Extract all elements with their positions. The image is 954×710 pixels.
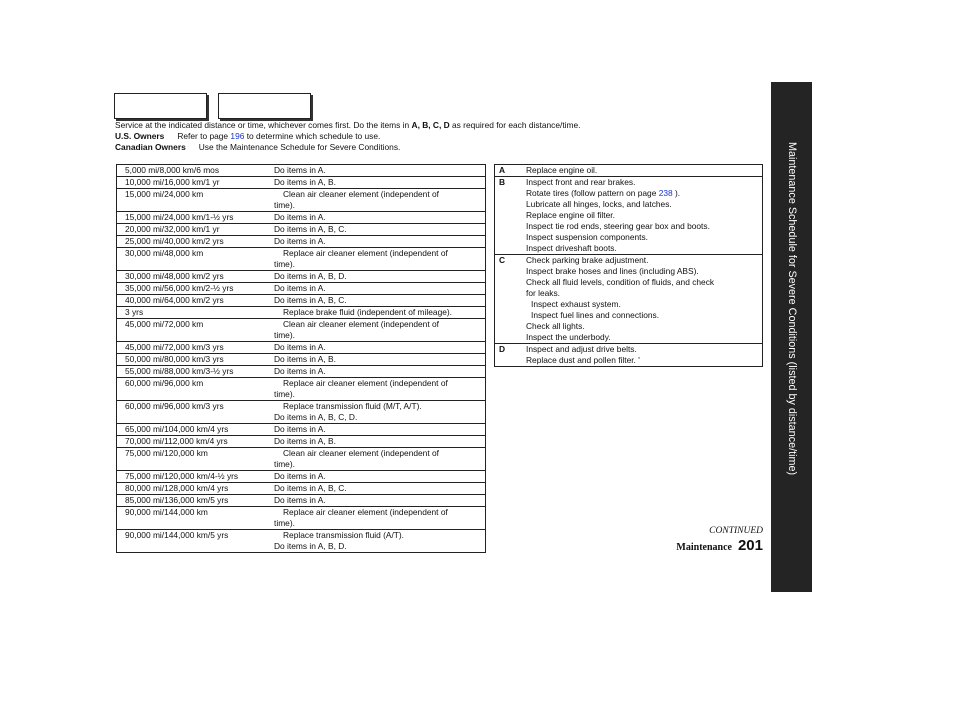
task-text-after: ). <box>672 188 681 198</box>
task-text <box>526 221 762 232</box>
action-cell <box>274 354 486 366</box>
action-text: time). <box>274 459 295 469</box>
action-text: Do items in A. <box>274 283 326 293</box>
continued-label: CONTINUED <box>709 526 763 536</box>
interval-cell: 90,000 mi/144,000 km <box>117 507 275 530</box>
task-text <box>526 344 762 355</box>
schedule-row <box>117 354 486 366</box>
item-key: B <box>495 177 527 255</box>
interval-cell: 25,000 mi/40,000 km/2 yrs <box>117 236 275 248</box>
action-cell <box>274 319 486 342</box>
action-cell <box>274 236 486 248</box>
task-text-main: Check parking brake adjustment. <box>526 255 649 265</box>
action-text: Do items in A. <box>274 212 326 222</box>
canadian-owners-label: Canadian Owners <box>115 142 186 152</box>
action-text: Do items in A. <box>274 165 326 175</box>
action-text: Do items in A, B, C. <box>274 483 347 493</box>
task-text-after: ' <box>635 355 640 365</box>
action-text: Do items in A, B. <box>274 177 336 187</box>
item-key: D <box>495 344 527 367</box>
action-text: Do items in A, B, D. <box>274 541 347 551</box>
task-text-main: Replace engine oil filter. <box>526 210 615 220</box>
task-text-main: Inspect the underbody. <box>526 332 611 342</box>
action-cell <box>274 483 486 495</box>
task-text <box>526 232 762 243</box>
us-owners-text-post: to determine which schedule to use. <box>244 131 381 141</box>
us-owners-label: U.S. Owners <box>115 131 165 141</box>
intro-items-bold: A, B, C, D <box>411 120 450 130</box>
item-tasks <box>526 255 763 344</box>
item-tasks <box>526 165 763 177</box>
task-text-main: Check all lights. <box>526 321 585 331</box>
interval-cell: 55,000 mi/88,000 km/3-½ yrs <box>117 366 275 378</box>
action-text: Clean air cleaner element (independent of <box>283 189 439 199</box>
interval-cell: 50,000 mi/80,000 km/3 yrs <box>117 354 275 366</box>
task-text-main: Inspect front and rear brakes. <box>526 177 636 187</box>
schedule-row <box>117 366 486 378</box>
action-text: time). <box>274 330 295 340</box>
action-cell <box>274 424 486 436</box>
action-cell <box>274 342 486 354</box>
item-group-row <box>495 165 763 177</box>
interval-cell: 65,000 mi/104,000 km/4 yrs <box>117 424 275 436</box>
action-cell <box>274 448 486 471</box>
task-text-main: Inspect exhaust system. <box>531 299 621 309</box>
action-text: Do items in A. <box>274 236 326 246</box>
action-text: Do items in A. <box>274 366 326 376</box>
action-text: Do items in A. <box>274 342 326 352</box>
intro-text-post: as required for each distance/time. <box>449 120 581 130</box>
us-owners-text-pre: Refer to page <box>177 131 231 141</box>
section-name: Maintenance <box>676 542 732 553</box>
interval-cell: 60,000 mi/96,000 km <box>117 378 275 401</box>
schedule-row <box>117 307 486 319</box>
task-text <box>526 310 762 321</box>
schedule-row <box>117 448 486 471</box>
action-text: Do items in A, B. <box>274 436 336 446</box>
action-cell <box>274 295 486 307</box>
action-text: Replace brake fluid (independent of mileage). <box>283 307 453 317</box>
action-text: Do items in A. <box>274 495 326 505</box>
action-cell <box>274 495 486 507</box>
interval-cell: 45,000 mi/72,000 km <box>117 319 275 342</box>
item-key: C <box>495 255 527 344</box>
schedule-row <box>117 483 486 495</box>
interval-cell: 45,000 mi/72,000 km/3 yrs <box>117 342 275 354</box>
interval-cell: 75,000 mi/120,000 km <box>117 448 275 471</box>
canadian-owners-line <box>115 142 580 153</box>
schedule-row <box>117 319 486 342</box>
schedule-row <box>117 424 486 436</box>
task-text <box>526 288 762 299</box>
action-cell <box>274 378 486 401</box>
interval-cell: 10,000 mi/16,000 km/1 yr <box>117 177 275 189</box>
interval-cell: 60,000 mi/96,000 km/3 yrs <box>117 401 275 424</box>
action-text: Do items in A, B, C. <box>274 295 347 305</box>
page-footer <box>676 537 763 555</box>
task-text-main: Inspect brake hoses and lines (including ABS). <box>526 266 699 276</box>
interval-cell: 70,000 mi/112,000 km/4 yrs <box>117 436 275 448</box>
schedule-row <box>117 271 486 283</box>
item-tasks <box>526 344 763 367</box>
task-text <box>526 299 762 310</box>
schedule-row <box>117 495 486 507</box>
intro-text <box>115 120 580 153</box>
item-group-row <box>495 344 763 367</box>
action-cell <box>274 530 486 553</box>
task-text <box>526 321 762 332</box>
action-cell <box>274 366 486 378</box>
interval-cell: 15,000 mi/24,000 km/1-½ yrs <box>117 212 275 224</box>
task-text-main: Inspect fuel lines and connections. <box>531 310 660 320</box>
page-link-196[interactable]: 196 <box>230 131 245 141</box>
task-text <box>526 165 762 176</box>
action-cell <box>274 224 486 236</box>
header-tab-box-left <box>114 93 207 119</box>
action-cell <box>274 471 486 483</box>
item-tasks <box>526 177 763 255</box>
task-text-main: Replace dust and pollen filter. <box>526 355 636 365</box>
task-text-main: Replace engine oil. <box>526 165 598 175</box>
items-table <box>494 164 763 367</box>
action-cell <box>274 436 486 448</box>
task-text-main: Inspect tie rod ends, steering gear box and boots. <box>526 221 710 231</box>
item-group-row <box>495 255 763 344</box>
task-text-main: Rotate tires (follow pattern on page <box>526 188 659 198</box>
schedule-row <box>117 236 486 248</box>
task-text <box>526 255 762 266</box>
action-cell <box>274 212 486 224</box>
schedule-row <box>117 295 486 307</box>
canadian-owners-text: Use the Maintenance Schedule for Severe Conditions. <box>198 142 401 152</box>
task-text-main: Inspect driveshaft boots. <box>526 243 617 253</box>
action-text: time). <box>274 518 295 528</box>
schedule-row <box>117 189 486 212</box>
schedule-row <box>117 342 486 354</box>
task-text-main: Check all fluid levels, condition of fluids, and check <box>526 277 715 287</box>
action-cell <box>274 401 486 424</box>
item-group-row <box>495 177 763 255</box>
action-text: Do items in A, B, D. <box>274 271 347 281</box>
schedule-row <box>117 378 486 401</box>
action-text: time). <box>274 389 295 399</box>
schedule-row <box>117 283 486 295</box>
action-cell <box>274 507 486 530</box>
task-text-main: Lubricate all hinges, locks, and latches. <box>526 199 672 209</box>
action-cell <box>274 177 486 189</box>
action-cell <box>274 271 486 283</box>
interval-cell: 30,000 mi/48,000 km/2 yrs <box>117 271 275 283</box>
interval-cell: 3 yrs <box>117 307 275 319</box>
action-text: Do items in A, B, C. <box>274 224 347 234</box>
action-text: Do items in A, B. <box>274 354 336 364</box>
interval-cell: 75,000 mi/120,000 km/4-½ yrs <box>117 471 275 483</box>
schedule-table <box>116 164 486 553</box>
us-owners-line <box>115 131 580 142</box>
task-text-main: Inspect and adjust drive belts. <box>526 344 637 354</box>
action-text: time). <box>274 259 295 269</box>
schedule-row <box>117 471 486 483</box>
schedule-row <box>117 177 486 189</box>
schedule-row <box>117 224 486 236</box>
page-link-238[interactable]: 238 <box>658 188 673 198</box>
task-text <box>526 355 762 366</box>
schedule-row <box>117 436 486 448</box>
interval-cell: 85,000 mi/136,000 km/5 yrs <box>117 495 275 507</box>
interval-cell: 35,000 mi/56,000 km/2-½ yrs <box>117 283 275 295</box>
task-text <box>526 277 762 288</box>
interval-cell: 30,000 mi/48,000 km <box>117 248 275 271</box>
task-text <box>526 332 762 343</box>
task-text <box>526 177 762 188</box>
action-text: Replace air cleaner element (independent of <box>283 507 448 517</box>
interval-cell: 20,000 mi/32,000 km/1 yr <box>117 224 275 236</box>
task-text <box>526 188 762 199</box>
schedule-row <box>117 507 486 530</box>
action-text: Replace transmission fluid (M/T, A/T). <box>283 401 422 411</box>
schedule-row <box>117 165 486 177</box>
action-cell <box>274 283 486 295</box>
task-text <box>526 199 762 210</box>
action-text: Do items in A. <box>274 471 326 481</box>
interval-cell: 80,000 mi/128,000 km/4 yrs <box>117 483 275 495</box>
task-text <box>526 243 762 254</box>
action-text: Replace air cleaner element (independent of <box>283 378 448 388</box>
schedule-row <box>117 401 486 424</box>
sidebar-title: Maintenance Schedule for Severe Conditions (listed by distance/time) <box>786 142 798 476</box>
action-text: Clean air cleaner element (independent of <box>283 448 439 458</box>
task-text <box>526 210 762 221</box>
interval-cell: 90,000 mi/144,000 km/5 yrs <box>117 530 275 553</box>
page-number: 201 <box>737 537 763 554</box>
action-text: Clean air cleaner element (independent of <box>283 319 439 329</box>
task-text-main: for leaks. <box>526 288 560 298</box>
schedule-row <box>117 248 486 271</box>
action-text: Replace air cleaner element (independent of <box>283 248 448 258</box>
action-cell <box>274 165 486 177</box>
schedule-row <box>117 212 486 224</box>
task-text-main: Inspect suspension components. <box>526 232 648 242</box>
action-text: time). <box>274 200 295 210</box>
action-text: Replace transmission fluid (A/T). <box>283 530 405 540</box>
interval-cell: 40,000 mi/64,000 km/2 yrs <box>117 295 275 307</box>
schedule-row <box>117 530 486 553</box>
intro-text-pre: Service at the indicated distance or time, whichever comes first. Do the items in <box>115 120 412 130</box>
action-text: Do items in A, B, C, D. <box>274 412 358 422</box>
action-text: Do items in A. <box>274 424 326 434</box>
header-tab-box-right <box>218 93 311 119</box>
interval-cell: 15,000 mi/24,000 km <box>117 189 275 212</box>
intro-line <box>115 120 580 131</box>
action-cell <box>274 307 486 319</box>
action-cell <box>274 189 486 212</box>
action-cell <box>274 248 486 271</box>
item-key: A <box>495 165 527 177</box>
task-text <box>526 266 762 277</box>
interval-cell: 5,000 mi/8,000 km/6 mos <box>117 165 275 177</box>
sidebar-tab <box>771 82 812 592</box>
